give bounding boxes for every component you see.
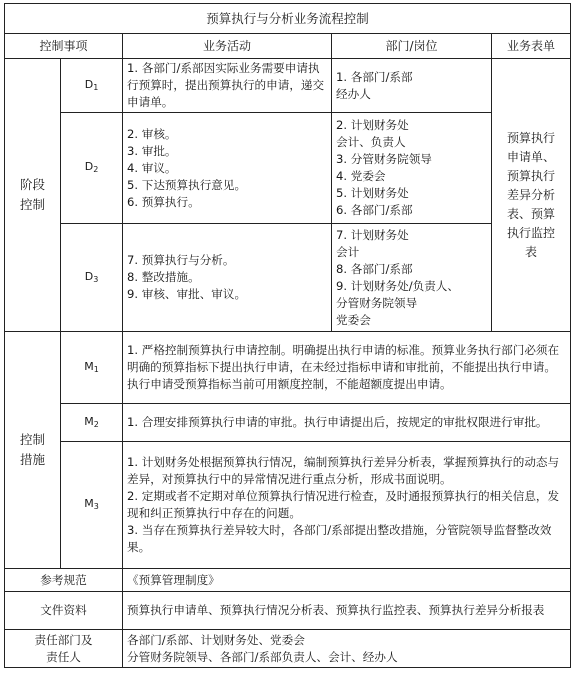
responsible-label-line1: 责任部门及 [34,632,93,647]
reference-label: 参考规范 [5,569,123,592]
code-d3-letter: D [84,269,94,283]
dept-d2-line: 3. 分管财务院领导 [336,152,432,166]
code-m3-sub: 3 [93,502,99,511]
control-m1-text [123,332,571,404]
control-row-m3 [5,442,571,569]
stage-control-label [5,59,61,332]
activity-d2-line: 6. 预算执行。 [127,194,200,209]
header-activity: 业务活动 [123,34,332,59]
forms-line: 差异分析 [507,187,556,202]
code-m3 [61,442,123,569]
documents-label: 文件资料 [5,592,123,630]
dept-d1-line: 1. 各部门/系部 [336,69,413,84]
code-d1-sub: 1 [93,82,99,92]
forms-line: 申请单、 [507,149,556,164]
header-dept: 部门/岗位 [332,34,492,59]
activity-d2-line: 2. 审核。 [127,126,177,141]
reference-value: 《预算管理制度》 [123,569,571,592]
dept-d3-line: 9. 计划财务处/负责人、 [336,278,459,293]
forms-line: 表 [525,244,538,259]
code-m3-letter: M [84,497,94,510]
header-forms: 业务表单 [492,34,571,59]
dept-d3-line: 7. 计划财务处 [336,227,409,242]
dept-d1-line: 经办人 [336,86,371,101]
dept-d3-line: 党委会 [336,312,371,327]
documents-row [5,592,571,630]
control-m2-text [123,404,571,442]
control-m1-paragraph: 1. 严格控制预算执行申请控制。明确提出执行申请的标准。预算业务执行部门必须在明确的预算指标下提出执行申请，在未经过指标申请和审批前，不能提出执行申请。执行申请受预算指标当前可用额度控制，不能超额度提出申请。 [127,343,560,391]
activity-d2-line: 4. 审议。 [127,160,177,175]
header-row [5,34,571,59]
control-label-line2: 措施 [19,452,45,467]
control-m3-paragraph: 3. 当存在预算执行差异较大时，各部门/系部提出整改措施，分管院领导监督整改效果。 [127,523,552,554]
activity-d1 [123,59,332,113]
stage-row-d1 [5,59,571,113]
dept-d2 [332,113,492,224]
dept-d2-line: 4. 党委会 [336,169,386,183]
code-d2-sub: 2 [93,165,99,174]
activity-d2 [123,113,332,224]
dept-d3-line: 8. 各部门/系部 [336,261,413,276]
stage-label-line1: 阶段 [19,177,45,192]
stage-label-line2: 控制 [19,197,45,212]
dept-d2-line: 会计、负责人 [336,135,406,149]
control-row-m1 [5,332,571,404]
activity-d3-line: 9. 审核、审批、审议。 [127,287,247,301]
activity-d2-line: 3. 审批。 [127,143,177,158]
code-m1-sub: 1 [93,364,99,374]
code-m2-sub: 2 [93,419,99,429]
code-d1 [61,59,123,113]
stage-row-d3 [5,224,571,332]
activity-d1-line: 1. 各部门/系部因实际业务需要申请执行预算时，提出预算执行的申请，递交申请单。 [127,61,325,109]
dept-d2-line: 2. 计划财务处 [336,118,409,132]
responsible-value [123,630,571,668]
activity-d3-line: 7. 预算执行与分析。 [127,253,235,267]
title-row [5,4,571,34]
responsible-label-line2: 责任人 [46,649,81,664]
code-m2-letter: M [84,414,94,428]
code-m2 [61,404,123,442]
code-d3-sub: 3 [93,274,99,284]
forms-line: 预算执行 [507,130,556,145]
reference-row [5,569,571,592]
table-title: 预算执行与分析业务流程控制 [5,4,571,34]
control-m3-text [123,442,571,569]
dept-d3-line: 会计 [336,244,360,259]
activity-d3-line: 8. 整改措施。 [127,270,200,284]
process-control-table [4,3,571,668]
forms-line: 表、预算 [507,206,556,221]
responsible-line2: 分管财务院领导、各部门/系部负责人、会计、经办人 [127,649,398,664]
forms-line: 执行监控 [507,225,556,240]
control-measures-label [5,332,61,569]
responsible-row [5,630,571,668]
activity-d3 [123,224,332,332]
documents-value: 预算执行申请单、预算执行情况分析表、预算执行监控表、预算执行差异分析报表 [123,592,571,630]
control-m2-paragraph: 1. 合理安排预算执行申请的审批。执行申请提出后，按规定的审批权限进行审批。 [127,415,548,429]
code-d3 [61,224,123,332]
dept-d3 [332,224,492,332]
code-d2 [61,113,123,224]
activity-d2-line: 5. 下达预算执行意见。 [127,177,247,192]
code-d2-letter: D [84,160,94,173]
code-m1-letter: M [84,359,94,373]
control-m3-paragraph: 1. 计划财务处根据预算执行情况，编制预算执行差异分析表，掌握预算执行的动态与差异，对预算执行中的异常情况进行重点分析，形成书面说明。 [127,455,560,486]
forms-line: 预算执行 [507,168,556,183]
code-m1 [61,332,123,404]
responsible-line1: 各部门/系部、计划财务处、党委会 [127,632,305,647]
dept-d2-line: 6. 各部门/系部 [336,203,413,217]
dept-d2-line: 5. 计划财务处 [336,186,409,200]
dept-d3-line: 分管财务院领导 [336,295,418,310]
responsible-label [5,630,123,668]
control-label-line1: 控制 [19,432,45,447]
control-m3-paragraph: 2. 定期或者不定期对单位预算执行情况进行检查，及时通报预算执行的相关信息，发现和纠正预算执行中存在的问题。 [127,489,560,520]
control-row-m2 [5,404,571,442]
dept-d1 [332,59,492,113]
stage-row-d2 [5,113,571,224]
code-d1-letter: D [84,77,94,91]
business-forms-cell [492,59,571,332]
header-control-item: 控制事项 [5,34,123,59]
